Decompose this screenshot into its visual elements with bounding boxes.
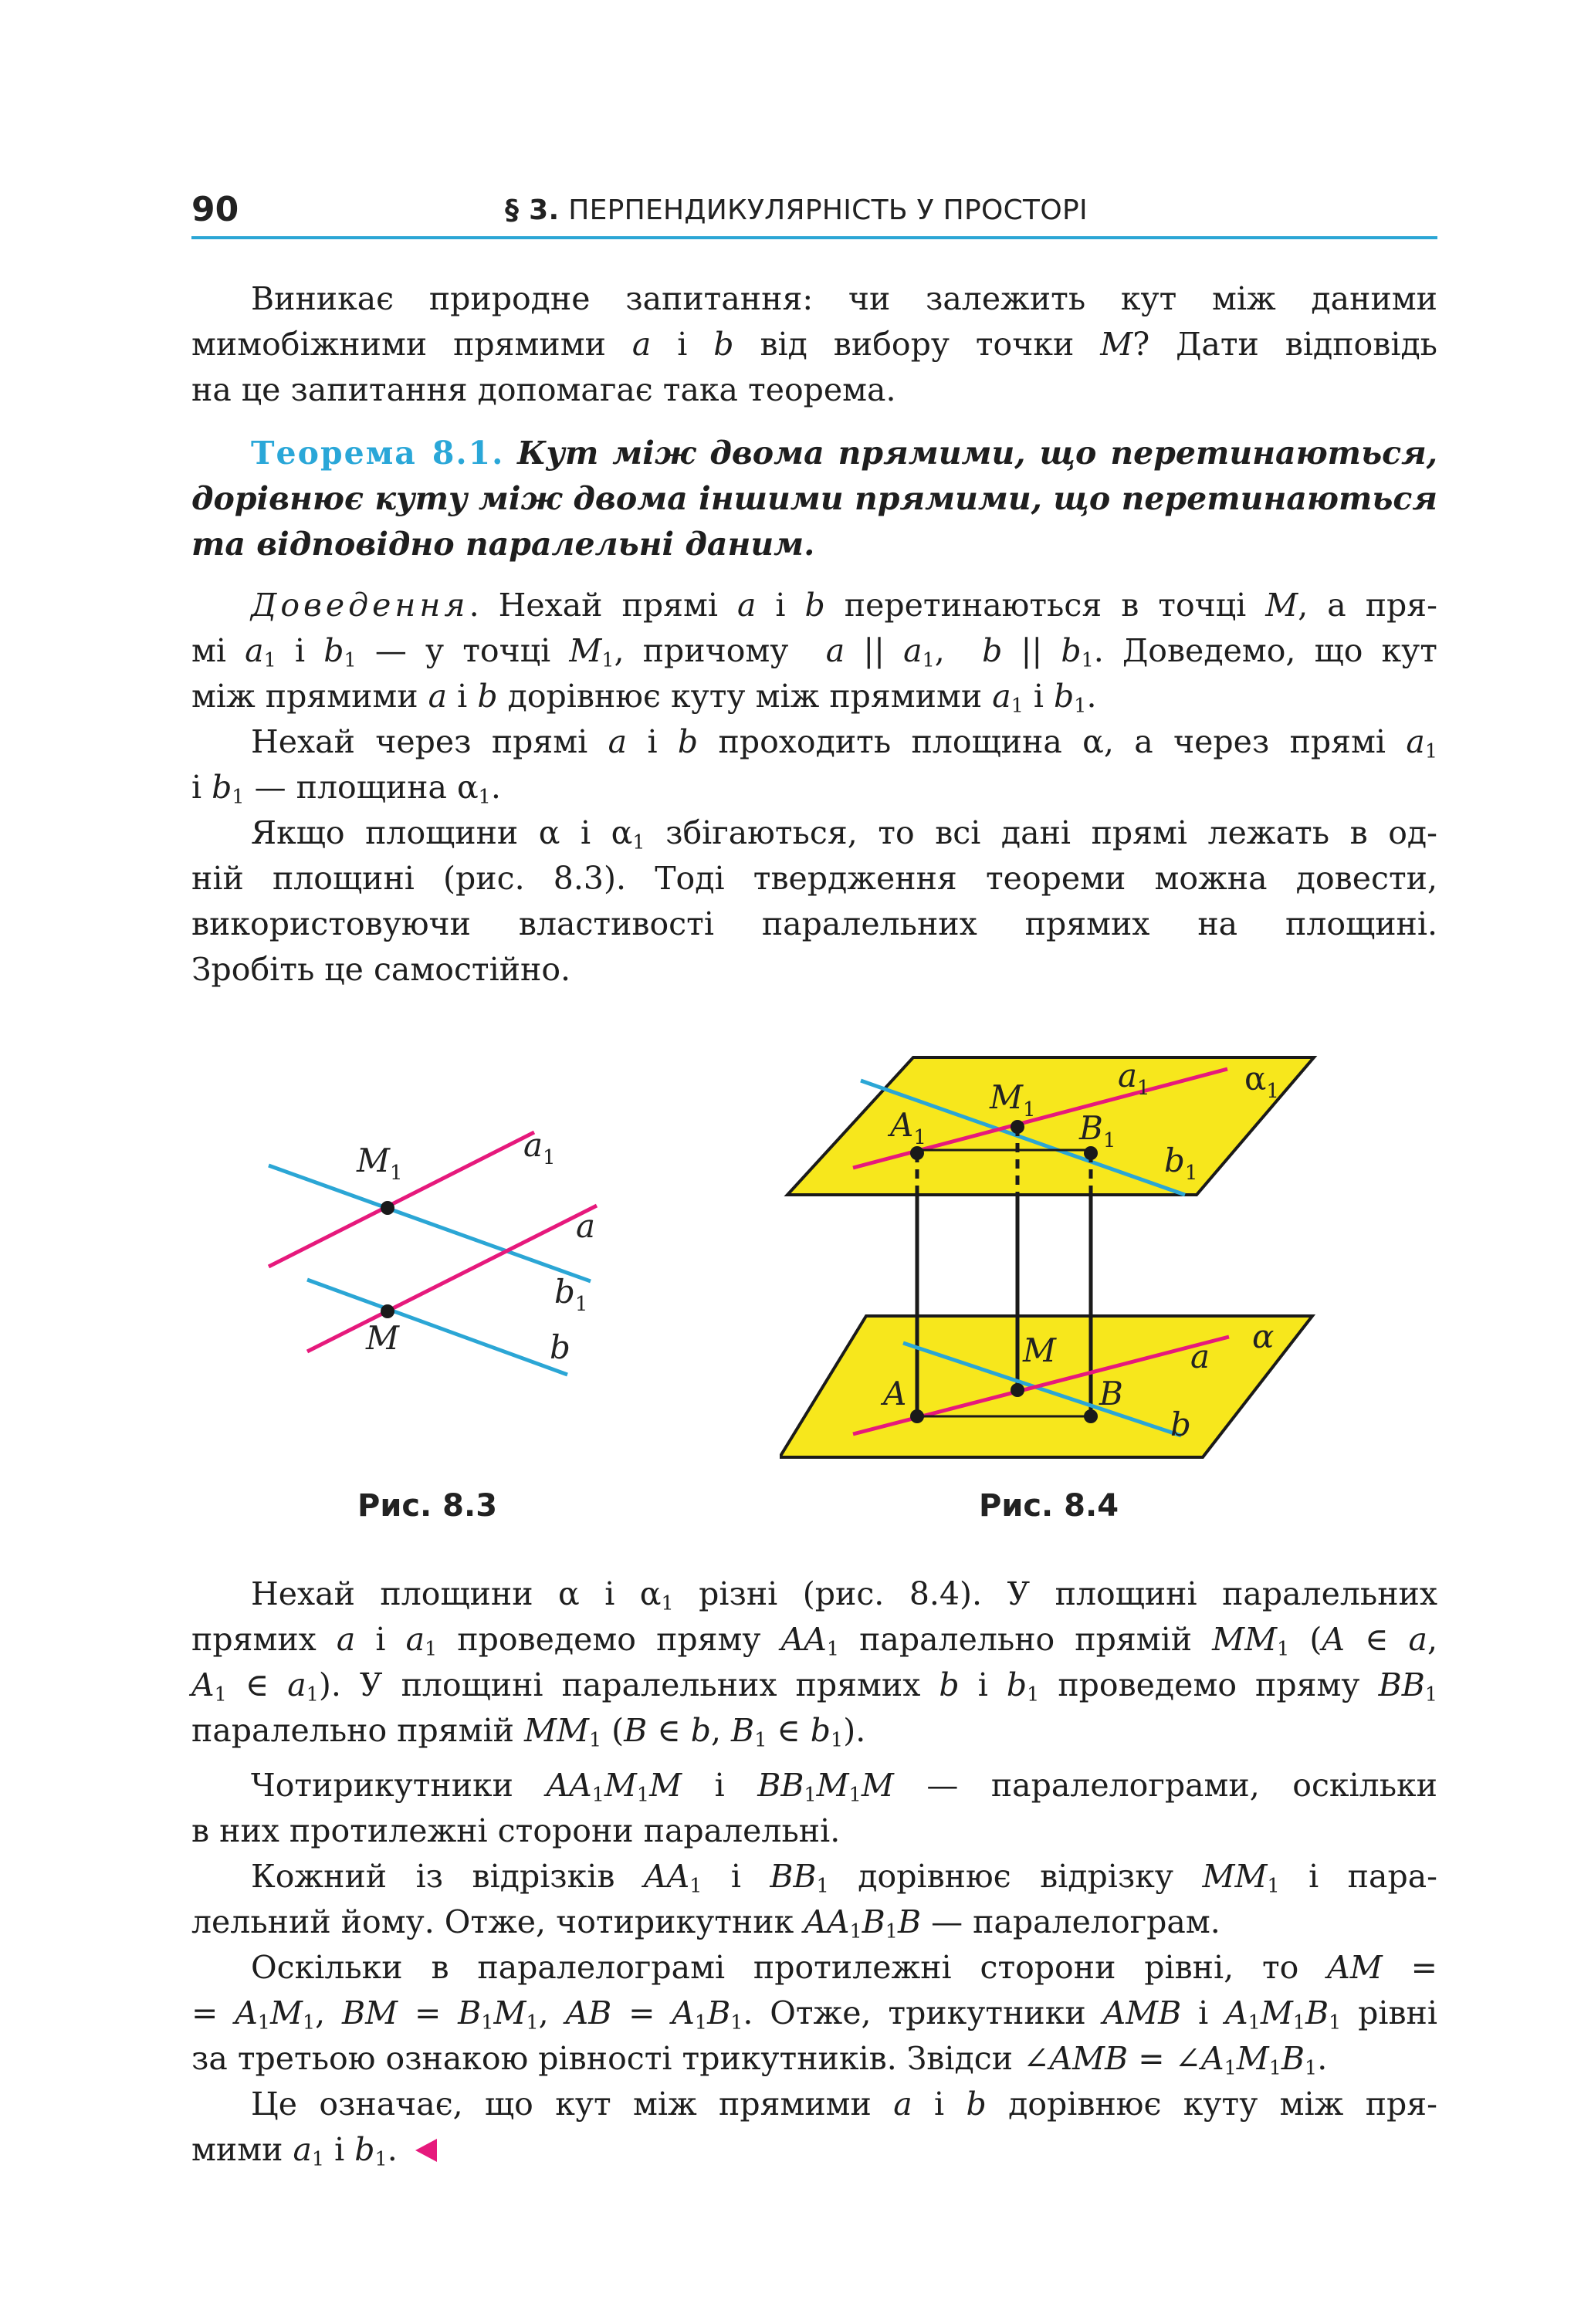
line-b [307,1280,567,1375]
figure-8-4 [780,1050,1320,1466]
label-m: M [1023,1331,1057,1369]
caption-fig-8-4: Рис. 8.4 [979,1488,1119,1524]
end-of-proof-icon [415,2139,437,2162]
label-b: b [1170,1406,1191,1443]
caption-fig-8-3: Рис. 8.3 [357,1488,498,1524]
label-a: a [576,1207,596,1245]
label-a1: $a_1$ [523,1126,556,1169]
label-b1: $b_1$ [554,1273,588,1316]
point-m [381,1304,394,1318]
page-header [191,184,1437,238]
label-m1: $M_1$ [357,1142,403,1185]
theorem-label: Теорема 8.1. [251,435,505,472]
line-b1 [269,1165,591,1281]
proof-label: Доведення [251,587,469,624]
header-rule [191,236,1437,239]
label-m: M [366,1319,400,1357]
paragraph-question: Виникає природне запитання: чи залежить кут між даними мимобіжними прямими a і b від вибору точки M? Дати відповідь на це запитання допомагає така теорема. [191,280,1438,408]
label-b1-point: $B_1$ [1079,1109,1116,1152]
label-b-point: B [1099,1375,1123,1412]
label-alpha1: $\alpha_1$ [1244,1060,1279,1103]
proof-paragraph: Доведення. Нехай прямі a і b перетинаються в точці M, а пря- мі $a_1$ і $b_1$ — у точці $M_1$, причому a || $a_1$, b || $b_1$. Доведемо, що кут між прямими a і b дорівнює куту між прямими $a_1$ і $b_1$. Нехай через прямі a і b проходить площина α, а через прямі $a_1$ і $b_1$ — площина $\alpha_1$. Якщо площини α і $\alpha_1$ збігаються, то всі дані прямі лежать в од- ній площині (рис. 8.3). Тоді твердження теореми можна довести, використовуючи властивості паралельних прямих на площині. Зробіть це самостійно. [191,587,1437,988]
plane-alpha1 [787,1057,1314,1195]
label-a1: $a_1$ [1118,1057,1150,1100]
page-number: 90 [191,190,239,229]
point-m1 [1011,1120,1024,1134]
section-title [505,195,1088,226]
point-m1 [381,1201,394,1215]
point-m [1011,1383,1024,1397]
label-a: a [1190,1338,1210,1375]
theorem-8-1: Теорема 8.1. Кут між двома прямими, що перетинаються, дорівнює куту між двома іншими прямими, що перетинаються та відповідно паралельні даним. [191,435,1437,563]
paragraph-planes-different: Нехай площини α і $\alpha_1$ різні (рис. 8.4). У площині паралельних прямих a і $a_1$ проведемо пряму $AA_1$ паралельно прямій $MM_1$ (A ∈ a, $A_1$ ∈ $a_1$). У площині паралельних прямих b і $b_1$ проведемо пряму $BB_1$ паралельно прямій $MM_1$ (B ∈ b, $B_1$ ∈ $b_1$). [191,1575,1437,1751]
label-alpha: α [1252,1318,1275,1355]
paragraph-quadrilaterals: Чотирикутники $AA_1M_1M$ і $BB_1M_1M$ — паралелограми, оскільки в них протилежні сторони паралельні. Кожний із відрізків $AA_1$ і $BB_1$ дорівнює відрізку $MM_1$ і пара- лельний йому. Отже, чотирикутник $AA_1B_1B$ — паралелограм. Оскільки в паралелограмі протилежні сторони рівні, то AM = = $A_1M_1$, BM = $B_1M_1$, AB = $A_1B_1$. Отже, трикутники AMB і $A_1M_1B_1$ рівні за третьою ознакою рівності трикутників. Звідси ∠AMB = $\angle A_1M_1B_1$. Це означає, що кут між прямими a і b дорівнює куту між пря- мими $a_1$ і $b_1$. [191,1767,1437,2170]
figure-8-3 [255,1104,618,1389]
point-b1 [1084,1146,1098,1160]
label-a-point: A [883,1375,907,1412]
label-m1: $M_1$ [990,1078,1036,1121]
label-a1-point: $A_1$ [890,1106,926,1149]
label-b1: $b_1$ [1164,1142,1198,1185]
section-name: ПЕРПЕНДИКУЛЯРНІСТЬ У ПРОСТОРІ [568,195,1088,226]
label-b: b [550,1328,570,1366]
point-b [1084,1409,1098,1423]
section-number: § 3. [505,195,560,226]
point-a [910,1409,924,1423]
